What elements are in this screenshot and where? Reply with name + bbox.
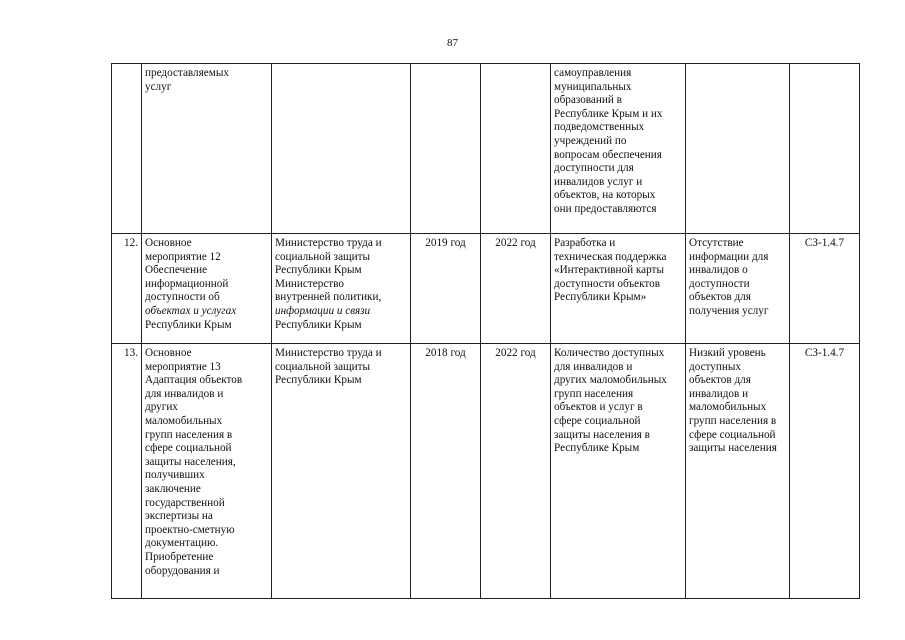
consequence-cell — [686, 64, 790, 234]
result-cell: Разработка и техническая поддержка «Интерактивной карты доступности объектов Республики Крым» — [551, 234, 686, 344]
end-year-cell — [481, 64, 551, 234]
indicator-link-cell — [790, 64, 860, 234]
start-year-cell: 2019 год — [411, 234, 481, 344]
end-year-cell: 2022 год — [481, 344, 551, 599]
executor-cell — [272, 64, 411, 234]
executor-cell: Министерство труда и социальной защиты Республики Крым Министерство внутренней политики, информации и связи Республики Крым — [272, 234, 411, 344]
consequence-cell: Отсутствие информации для инвалидов о доступности объектов для получения услуг — [686, 234, 790, 344]
table-row — [112, 234, 860, 344]
result-cell: самоуправления муниципальных образований в Республике Крым и их подведомственных учреждений по вопросам обеспечения доступности для инвалидов услуг и объектов, на которых они предоставляются — [551, 64, 686, 234]
indicator-link-cell: СЗ-1.4.7 — [790, 234, 860, 344]
consequence-cell: Низкий уровень доступных объектов для инвалидов и маломобильных групп населения в сфере социальной защиты населения — [686, 344, 790, 599]
result-cell: Количество доступных для инвалидов и других маломобильных групп населения объектов и услуг в сфере социальной защиты населения в Республике Крым — [551, 344, 686, 599]
page-number: 87 — [447, 37, 458, 49]
start-year-cell — [411, 64, 481, 234]
row-number-cell: 13. — [112, 344, 142, 599]
start-year-cell: 2018 год — [411, 344, 481, 599]
event-cell: предоставляемых услуг — [142, 64, 272, 234]
indicator-link-cell: СЗ-1.4.7 — [790, 344, 860, 599]
table-row — [112, 344, 860, 599]
event-cell: Основное мероприятие 13 Адаптация объектов для инвалидов и других маломобильных групп населения в сфере социальной защиты населения, получивших заключение государственной экспертизы на проектно-сметную документацию. Приобретение оборудования и — [142, 344, 272, 599]
program-events-table — [111, 63, 860, 599]
table-row — [112, 64, 860, 234]
row-number-cell: 12. — [112, 234, 142, 344]
executor-cell: Министерство труда и социальной защиты Республики Крым — [272, 344, 411, 599]
end-year-cell: 2022 год — [481, 234, 551, 344]
row-number-cell — [112, 64, 142, 234]
event-cell: Основное мероприятие 12 Обеспечение информационной доступности об объектах и услугах Республики Крым — [142, 234, 272, 344]
